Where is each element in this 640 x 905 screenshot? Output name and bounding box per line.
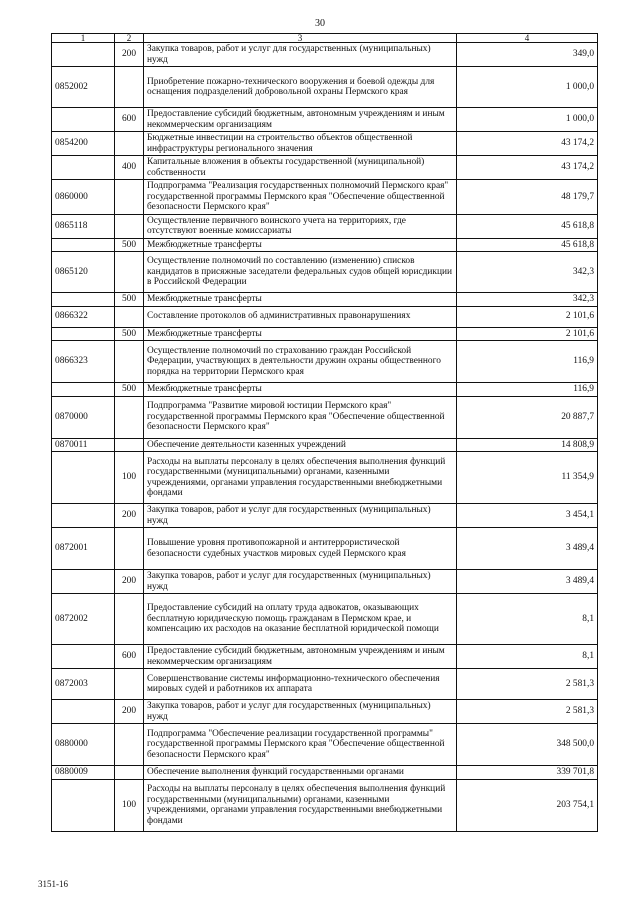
row-expense-type: 500 bbox=[115, 327, 144, 341]
row-expense-type bbox=[115, 132, 144, 156]
row-description: Совершенствование системы информационно-технического обеспечения мировых судей и работников их аппарата bbox=[144, 669, 457, 700]
row-description: Осуществление полномочий по страхованию граждан Российской Федерации, участвующих в деятельности дружин охраны общественного порядка на территории Пермского края bbox=[144, 341, 457, 383]
row-expense-type bbox=[115, 724, 144, 766]
column-header-1: 1 bbox=[52, 34, 115, 43]
row-description: Капитальные вложения в объекты государственной (муниципальной) собственности bbox=[144, 156, 457, 180]
row-expense-type bbox=[115, 669, 144, 700]
row-amount: 116,9 bbox=[457, 383, 598, 397]
row-code bbox=[52, 327, 115, 341]
table-row bbox=[52, 341, 598, 383]
table-row bbox=[52, 700, 598, 724]
row-description: Закупка товаров, работ и услуг для государственных (муниципальных) нужд bbox=[144, 700, 457, 724]
row-description: Межбюджетные трансферты bbox=[144, 293, 457, 307]
row-amount: 1 000,0 bbox=[457, 67, 598, 108]
table-row bbox=[52, 779, 598, 831]
row-expense-type: 200 bbox=[115, 504, 144, 528]
row-amount: 342,3 bbox=[457, 252, 598, 293]
row-expense-type bbox=[115, 438, 144, 452]
row-amount: 2 581,3 bbox=[457, 669, 598, 700]
table-row bbox=[52, 180, 598, 215]
page-number: 30 bbox=[315, 18, 325, 29]
row-amount: 20 887,7 bbox=[457, 396, 598, 438]
row-amount: 349,0 bbox=[457, 43, 598, 67]
row-expense-type: 400 bbox=[115, 156, 144, 180]
row-amount: 203 754,1 bbox=[457, 779, 598, 831]
row-description: Приобретение пожарно-технического вооружения и боевой одежды для оснащения подразделений добровольной охраны Пермского края bbox=[144, 67, 457, 108]
row-amount: 339 701,8 bbox=[457, 766, 598, 780]
column-header-3: 3 bbox=[144, 34, 457, 43]
row-code bbox=[52, 238, 115, 252]
row-code: 0880000 bbox=[52, 724, 115, 766]
row-expense-type: 500 bbox=[115, 238, 144, 252]
row-expense-type: 200 bbox=[115, 700, 144, 724]
table-row bbox=[52, 132, 598, 156]
row-description: Закупка товаров, работ и услуг для государственных (муниципальных) нужд bbox=[144, 570, 457, 594]
row-amount: 45 618,8 bbox=[457, 238, 598, 252]
row-amount: 2 581,3 bbox=[457, 700, 598, 724]
table-row bbox=[52, 293, 598, 307]
table-row bbox=[52, 504, 598, 528]
row-amount: 348 500,0 bbox=[457, 724, 598, 766]
row-code bbox=[52, 452, 115, 504]
table-row bbox=[52, 43, 598, 67]
row-expense-type: 200 bbox=[115, 43, 144, 67]
row-description: Бюджетные инвестиции на строительство объектов общественной инфраструктуры регионального значения bbox=[144, 132, 457, 156]
row-amount: 342,3 bbox=[457, 293, 598, 307]
row-code: 0872002 bbox=[52, 594, 115, 645]
row-description: Предоставление субсидий бюджетным, автономным учреждениям и иным некоммерческим организациям bbox=[144, 108, 457, 132]
row-description: Расходы на выплаты персоналу в целях обеспечения выполнения функций государственными (муниципальными) органами, казенными учреждениями, органами управления государственными внебюджетными фондами bbox=[144, 779, 457, 831]
row-code: 0854200 bbox=[52, 132, 115, 156]
row-expense-type: 200 bbox=[115, 570, 144, 594]
row-expense-type bbox=[115, 180, 144, 215]
row-code: 0852002 bbox=[52, 67, 115, 108]
row-code bbox=[52, 293, 115, 307]
row-code: 0872003 bbox=[52, 669, 115, 700]
table-row bbox=[52, 766, 598, 780]
row-code bbox=[52, 700, 115, 724]
row-description: Предоставление субсидий бюджетным, автономным учреждениям и иным некоммерческим организациям bbox=[144, 645, 457, 669]
row-expense-type bbox=[115, 252, 144, 293]
row-amount: 14 808,9 bbox=[457, 438, 598, 452]
row-code: 0866323 bbox=[52, 341, 115, 383]
row-code bbox=[52, 570, 115, 594]
row-code: 0865120 bbox=[52, 252, 115, 293]
row-expense-type: 600 bbox=[115, 645, 144, 669]
column-header-4: 4 bbox=[457, 34, 598, 43]
row-description: Осуществление полномочий по составлению (изменению) списков кандидатов в присяжные заседатели федеральных судов общей юрисдикции в Российской Федерации bbox=[144, 252, 457, 293]
table-row bbox=[52, 570, 598, 594]
row-amount: 3 489,4 bbox=[457, 528, 598, 570]
row-description: Закупка товаров, работ и услуг для государственных (муниципальных) нужд bbox=[144, 504, 457, 528]
table-row bbox=[52, 67, 598, 108]
row-expense-type: 600 bbox=[115, 108, 144, 132]
row-expense-type: 500 bbox=[115, 293, 144, 307]
row-code bbox=[52, 504, 115, 528]
table-row bbox=[52, 214, 598, 238]
row-description: Закупка товаров, работ и услуг для государственных (муниципальных) нужд bbox=[144, 43, 457, 67]
row-code: 0872001 bbox=[52, 528, 115, 570]
row-code bbox=[52, 645, 115, 669]
row-amount: 116,9 bbox=[457, 341, 598, 383]
row-description: Межбюджетные трансферты bbox=[144, 383, 457, 397]
budget-table bbox=[51, 33, 598, 832]
row-code bbox=[52, 779, 115, 831]
row-description: Подпрограмма "Реализация государственных полномочий Пермского края" государственной программы Пермского края "Обеспечение общественной безопасности Пермского края" bbox=[144, 180, 457, 215]
row-description: Обеспечение выполнения функций государственными органами bbox=[144, 766, 457, 780]
row-expense-type bbox=[115, 594, 144, 645]
row-code: 0860000 bbox=[52, 180, 115, 215]
table-row bbox=[52, 669, 598, 700]
row-amount: 11 354,9 bbox=[457, 452, 598, 504]
table-row bbox=[52, 156, 598, 180]
row-description: Межбюджетные трансферты bbox=[144, 238, 457, 252]
row-code: 0870000 bbox=[52, 396, 115, 438]
row-expense-type: 100 bbox=[115, 452, 144, 504]
row-description: Межбюджетные трансферты bbox=[144, 327, 457, 341]
row-code bbox=[52, 108, 115, 132]
row-description: Обеспечение деятельности казенных учреждений bbox=[144, 438, 457, 452]
row-expense-type bbox=[115, 306, 144, 327]
row-amount: 1 000,0 bbox=[457, 108, 598, 132]
table-row bbox=[52, 528, 598, 570]
row-amount: 45 618,8 bbox=[457, 214, 598, 238]
table-row bbox=[52, 327, 598, 341]
table-row bbox=[52, 594, 598, 645]
table-row bbox=[52, 452, 598, 504]
row-code bbox=[52, 43, 115, 67]
row-amount: 2 101,6 bbox=[457, 306, 598, 327]
table-row bbox=[52, 383, 598, 397]
row-expense-type bbox=[115, 214, 144, 238]
table-row bbox=[52, 108, 598, 132]
row-expense-type: 500 bbox=[115, 383, 144, 397]
row-description: Повышение уровня противопожарной и антитеррористической безопасности судебных участков мировых судей Пермского края bbox=[144, 528, 457, 570]
row-expense-type bbox=[115, 766, 144, 780]
table-row bbox=[52, 438, 598, 452]
row-expense-type bbox=[115, 396, 144, 438]
row-code: 0880009 bbox=[52, 766, 115, 780]
document-code: 3151-16 bbox=[38, 879, 68, 889]
table-row bbox=[52, 645, 598, 669]
row-amount: 3 489,4 bbox=[457, 570, 598, 594]
row-amount: 3 454,1 bbox=[457, 504, 598, 528]
column-header-2: 2 bbox=[115, 34, 144, 43]
row-description: Составление протоколов об административных правонарушениях bbox=[144, 306, 457, 327]
row-code: 0866322 bbox=[52, 306, 115, 327]
row-amount: 43 174,2 bbox=[457, 132, 598, 156]
row-description: Осуществление первичного воинского учета на территориях, где отсутствуют военные комиссариаты bbox=[144, 214, 457, 238]
row-description: Предоставление субсидий на оплату труда адвокатов, оказывающих бесплатную юридическую помощь гражданам в Пермском крае, и компенсацию их расходов на оказание бесплатной юридической помощи bbox=[144, 594, 457, 645]
row-amount: 43 174,2 bbox=[457, 156, 598, 180]
table-row bbox=[52, 252, 598, 293]
row-code bbox=[52, 383, 115, 397]
row-code bbox=[52, 156, 115, 180]
row-description: Расходы на выплаты персоналу в целях обеспечения выполнения функций государственными (муниципальными) органами, казенными учреждениями, органами управления государственными внебюджетными фондами bbox=[144, 452, 457, 504]
row-code: 0865118 bbox=[52, 214, 115, 238]
row-amount: 8,1 bbox=[457, 645, 598, 669]
row-description: Подпрограмма "Развитие мировой юстиции Пермского края" государственной программы Пермского края "Обеспечение общественной безопасности Пермского края" bbox=[144, 396, 457, 438]
row-code: 0870011 bbox=[52, 438, 115, 452]
row-amount: 2 101,6 bbox=[457, 327, 598, 341]
table-row bbox=[52, 724, 598, 766]
row-description: Подпрограмма "Обеспечение реализации государственной программы" государственной программы Пермского края "Обеспечение общественной безопасности Пермского края" bbox=[144, 724, 457, 766]
row-expense-type bbox=[115, 528, 144, 570]
row-expense-type bbox=[115, 67, 144, 108]
row-amount: 8,1 bbox=[457, 594, 598, 645]
table-row bbox=[52, 306, 598, 327]
table-row bbox=[52, 238, 598, 252]
row-amount: 48 179,7 bbox=[457, 180, 598, 215]
row-expense-type: 100 bbox=[115, 779, 144, 831]
column-header-row bbox=[52, 34, 598, 43]
table-row bbox=[52, 396, 598, 438]
row-expense-type bbox=[115, 341, 144, 383]
